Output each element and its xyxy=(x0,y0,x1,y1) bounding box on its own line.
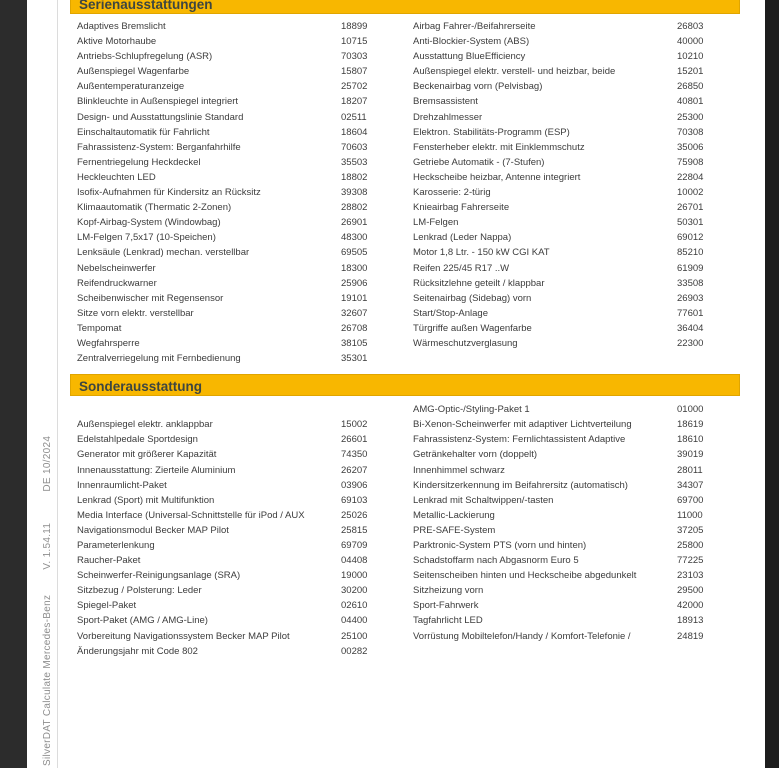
equipment-row xyxy=(413,155,740,170)
equipment-row xyxy=(413,291,740,306)
equipment-label: Scheinwerfer-Reinigungsanlage (SRA) xyxy=(77,570,241,582)
equipment-code: 25100 xyxy=(341,630,368,642)
equipment-columns xyxy=(70,402,740,659)
section-title: Serienausstattungen xyxy=(79,0,213,12)
equipment-label: LM-Felgen 7,5x17 (10-Speichen) xyxy=(77,232,216,244)
equipment-code: 38105 xyxy=(341,337,368,349)
equipment-code: 26207 xyxy=(341,464,368,476)
equipment-code: 70303 xyxy=(341,51,368,63)
equipment-code xyxy=(341,402,404,417)
equipment-row xyxy=(77,583,404,598)
equipment-label: Rücksitzlehne geteilt / klappbar xyxy=(413,277,545,289)
equipment-code: 24819 xyxy=(677,630,704,642)
equipment-label: Außenspiegel Wagenfarbe xyxy=(77,66,190,78)
equipment-label: Parameterlenkung xyxy=(77,540,155,551)
equipment-label: Innenraumlicht-Paket xyxy=(77,479,167,491)
equipment-label: Wegfahrsperre xyxy=(77,337,140,349)
equipment-code: 26701 xyxy=(677,202,704,214)
equipment-row xyxy=(77,110,404,125)
equipment-row xyxy=(413,110,740,125)
equipment-label: Karosserie: 2-türig xyxy=(413,187,491,199)
equipment-label: Seitenairbag (Sidebag) vorn xyxy=(413,292,532,304)
equipment-code: 25300 xyxy=(677,111,704,123)
equipment-label: Antriebs-Schlupfregelung (ASR) xyxy=(77,51,213,63)
equipment-label: Schadstoffarm nach Abgasnorm Euro 5 xyxy=(413,555,579,567)
equipment-label: Klimaautomatik (Thermatic 2-Zonen) xyxy=(77,202,232,214)
app-version-label: V. 1.54.11 xyxy=(42,522,53,570)
equipment-code: 35503 xyxy=(341,156,368,168)
equipment-row xyxy=(413,94,740,109)
section-header-bar xyxy=(70,374,740,396)
equipment-label: Einschaltautomatik für Fahrlicht xyxy=(77,126,210,138)
section-title: Sonderausstattung xyxy=(79,379,203,395)
equipment-row xyxy=(77,478,404,493)
equipment-row xyxy=(413,19,740,34)
equipment-section xyxy=(70,374,740,659)
equipment-row xyxy=(77,508,404,523)
equipment-code: 00282 xyxy=(341,645,368,657)
equipment-row xyxy=(413,402,740,417)
equipment-code: 19000 xyxy=(341,570,368,582)
equipment-row xyxy=(77,140,404,155)
equipment-code: 04400 xyxy=(341,615,368,627)
equipment-label: Navigationsmodul Becker MAP Pilot xyxy=(77,524,229,536)
equipment-label: Kindersitzerkennung im Beifahrersitz (automatisch) xyxy=(413,479,628,491)
equipment-label: Reifen 225/45 R17 ..W xyxy=(413,262,510,274)
equipment-code: 28802 xyxy=(341,202,368,214)
equipment-label: Design- und Ausstattungslinie Standard xyxy=(77,111,244,123)
equipment-code: 26901 xyxy=(341,217,368,229)
equipment-code: 48300 xyxy=(341,232,368,244)
equipment-row xyxy=(77,230,404,245)
equipment-row xyxy=(413,538,740,553)
equipment-code: 77225 xyxy=(677,555,704,567)
equipment-label: Außenspiegel elektr. verstell- und heizbar, beide xyxy=(413,66,616,78)
equipment-code: 69103 xyxy=(341,494,368,506)
equipment-row xyxy=(413,568,740,583)
equipment-row xyxy=(77,94,404,109)
equipment-label: Raucher-Paket xyxy=(77,555,141,567)
equipment-row xyxy=(77,245,404,260)
equipment-code: 22300 xyxy=(677,337,704,349)
equipment-code: 29500 xyxy=(677,585,704,597)
equipment-row xyxy=(413,306,740,321)
equipment-code: 69709 xyxy=(341,540,368,551)
equipment-label: Sport-Paket (AMG / AMG-Line) xyxy=(77,615,208,627)
app-locale-date-label: DE 10/2024 xyxy=(42,435,53,492)
equipment-label: Nebelscheinwerfer xyxy=(77,262,156,274)
equipment-label: Anti-Blockier-System (ABS) xyxy=(413,36,530,48)
equipment-row xyxy=(413,170,740,185)
equipment-row xyxy=(77,200,404,215)
equipment-row xyxy=(413,185,740,200)
equipment-row xyxy=(77,598,404,613)
equipment-label: Knieairbag Fahrerseite xyxy=(413,202,510,214)
equipment-code: 10210 xyxy=(677,51,704,63)
equipment-code: 18207 xyxy=(341,96,368,108)
equipment-label: Getriebe Automatik - (7-Stufen) xyxy=(413,156,545,168)
equipment-code: 42000 xyxy=(677,600,704,612)
equipment-row xyxy=(77,170,404,185)
equipment-label: Sitze vorn elektr. verstellbar xyxy=(77,307,194,319)
equipment-label: Tempomat xyxy=(77,322,122,334)
equipment-row xyxy=(77,553,404,568)
equipment-code: 37205 xyxy=(677,524,704,536)
equipment-row xyxy=(413,613,740,628)
equipment-code: 18610 xyxy=(677,434,704,446)
equipment-row xyxy=(77,291,404,306)
equipment-label: Vorbereitung Navigationssystem Becker MAP Pilot xyxy=(77,630,290,642)
equipment-code: 69505 xyxy=(341,247,368,259)
equipment-code: 23103 xyxy=(677,570,704,582)
equipment-label: Start/Stop-Anlage xyxy=(413,307,488,319)
equipment-label: Fahrassistenz-System: Berganfahrhilfe xyxy=(77,141,241,153)
equipment-row xyxy=(77,493,404,508)
equipment-code: 18604 xyxy=(341,126,368,138)
equipment-row xyxy=(413,583,740,598)
equipment-code: 85210 xyxy=(677,247,704,259)
equipment-label: Tagfahrlicht LED xyxy=(413,615,483,627)
equipment-label: Bi-Xenon-Scheinwerfer mit adaptiver Lichtverteilung xyxy=(413,419,632,431)
equipment-label: Lenkrad (Leder Nappa) xyxy=(413,232,512,244)
equipment-label: Metallic-Lackierung xyxy=(413,509,495,521)
equipment-row xyxy=(413,478,740,493)
equipment-label: Zentralverriegelung mit Fernbedienung xyxy=(77,353,241,365)
equipment-code: 11000 xyxy=(677,509,703,521)
equipment-label: Lenkrad mit Schaltwippen/-tasten xyxy=(413,494,554,506)
equipment-row xyxy=(77,336,404,351)
equipment-code: 75908 xyxy=(677,156,704,168)
equipment-label: Ausstattung BlueEfficiency xyxy=(413,51,526,63)
equipment-label: Innenhimmel schwarz xyxy=(413,464,505,476)
equipment-code: 34307 xyxy=(677,479,704,491)
equipment-code: 26708 xyxy=(341,322,368,334)
equipment-label: Sitzbezug / Polsterung: Leder xyxy=(77,585,202,597)
equipment-code: 26903 xyxy=(677,292,704,304)
equipment-code: 69012 xyxy=(677,232,704,244)
equipment-code: 15201 xyxy=(677,66,704,78)
document-footer-vertical-text xyxy=(42,436,53,766)
equipment-code: 70308 xyxy=(677,126,704,138)
equipment-code: 69700 xyxy=(677,494,704,506)
equipment-code: 74350 xyxy=(341,449,368,461)
equipment-row xyxy=(413,508,740,523)
equipment-row xyxy=(77,215,404,230)
equipment-code: 18899 xyxy=(341,21,368,32)
equipment-code: 26850 xyxy=(677,81,704,93)
equipment-row xyxy=(413,276,740,291)
equipment-code: 28011 xyxy=(677,464,703,476)
document-body xyxy=(70,0,740,659)
equipment-column-right xyxy=(413,402,740,659)
equipment-code: 30200 xyxy=(341,585,368,597)
equipment-label: Generator mit größerer Kapazität xyxy=(77,449,217,461)
equipment-row xyxy=(77,321,404,336)
equipment-label: Vorrüstung Mobiltelefon/Handy / Komfort-Telefonie / xyxy=(413,630,631,642)
equipment-row xyxy=(413,215,740,230)
equipment-code: 04408 xyxy=(341,555,368,567)
equipment-row xyxy=(77,463,404,478)
equipment-code: 15002 xyxy=(341,419,368,431)
equipment-label: Sport-Fahrwerk xyxy=(413,600,479,612)
equipment-row xyxy=(413,261,740,276)
equipment-row xyxy=(413,64,740,79)
equipment-code: 22804 xyxy=(677,171,704,183)
equipment-label: Innenausstattung: Zierteile Aluminium xyxy=(77,464,236,476)
equipment-label: Fahrassistenz-System: Fernlichtassistent Adaptive xyxy=(413,434,626,446)
equipment-label: Reifendruckwarner xyxy=(77,277,157,289)
equipment-row xyxy=(413,336,740,351)
equipment-code: 61909 xyxy=(677,262,704,274)
equipment-column-left xyxy=(77,19,404,366)
equipment-code: 25800 xyxy=(677,540,704,551)
equipment-code: 25702 xyxy=(341,81,368,93)
viewer-background-left xyxy=(0,0,27,768)
equipment-label: Airbag Fahrer-/Beifahrerseite xyxy=(413,21,536,32)
equipment-row xyxy=(413,140,740,155)
equipment-code: 18802 xyxy=(341,171,368,183)
equipment-label: LM-Felgen xyxy=(413,217,459,229)
equipment-row xyxy=(413,493,740,508)
equipment-row xyxy=(77,447,404,462)
equipment-label: Isofix-Aufnahmen für Kindersitz an Rücksitz xyxy=(77,187,261,199)
equipment-row xyxy=(413,34,740,49)
equipment-code: 25026 xyxy=(341,509,368,521)
equipment-row xyxy=(77,125,404,140)
equipment-label: Blinkleuchte in Außenspiegel integriert xyxy=(77,96,239,108)
equipment-label: Türgriffe außen Wagenfarbe xyxy=(413,322,532,334)
equipment-code: 40000 xyxy=(677,36,704,48)
equipment-label: Sitzheizung vorn xyxy=(413,585,484,597)
equipment-row xyxy=(413,463,740,478)
equipment-code: 18619 xyxy=(677,419,704,431)
equipment-label: Elektron. Stabilitäts-Programm (ESP) xyxy=(413,126,570,138)
equipment-label: Fensterheber elektr. mit Einklemmschutz xyxy=(413,141,585,153)
equipment-label: Aktive Motorhaube xyxy=(77,36,157,48)
equipment-label: Beckenairbag vorn (Pelvisbag) xyxy=(413,81,543,93)
equipment-label: Seitenscheiben hinten und Heckscheibe abgedunkelt xyxy=(413,570,637,582)
equipment-row xyxy=(413,447,740,462)
equipment-row xyxy=(77,629,404,644)
equipment-label: Edelstahlpedale Sportdesign xyxy=(77,434,198,446)
equipment-code: 35301 xyxy=(341,353,368,365)
equipment-code: 25906 xyxy=(341,277,368,289)
equipment-column-right xyxy=(413,19,740,366)
equipment-row xyxy=(77,644,404,659)
equipment-row xyxy=(77,79,404,94)
equipment-row xyxy=(413,432,740,447)
equipment-label: Wärmeschutzverglasung xyxy=(413,337,518,349)
equipment-code: 36404 xyxy=(677,322,704,334)
equipment-row xyxy=(413,321,740,336)
equipment-code: 39308 xyxy=(341,187,368,199)
equipment-label: Motor 1,8 Ltr. - 150 kW CGI KAT xyxy=(413,247,550,259)
equipment-row xyxy=(77,185,404,200)
equipment-columns xyxy=(70,19,740,366)
equipment-label: Außenspiegel elektr. anklappbar xyxy=(77,419,213,431)
margin-divider-line xyxy=(57,0,58,768)
section-header-bar xyxy=(70,0,740,14)
equipment-row xyxy=(413,245,740,260)
equipment-row xyxy=(77,155,404,170)
equipment-code: 26803 xyxy=(677,21,704,32)
equipment-label: Scheibenwischer mit Regensensor xyxy=(77,292,224,304)
equipment-code: 39019 xyxy=(677,449,704,461)
equipment-code: 02610 xyxy=(341,600,368,612)
equipment-code: 26601 xyxy=(341,434,368,446)
equipment-label xyxy=(77,402,341,417)
equipment-row xyxy=(413,49,740,64)
equipment-row xyxy=(413,79,740,94)
equipment-row xyxy=(77,523,404,538)
equipment-code: 10002 xyxy=(677,187,704,199)
equipment-row xyxy=(77,613,404,628)
equipment-row xyxy=(413,125,740,140)
equipment-row xyxy=(77,34,404,49)
equipment-row xyxy=(413,200,740,215)
equipment-code: 25815 xyxy=(341,524,368,536)
equipment-row xyxy=(413,523,740,538)
equipment-code: 77601 xyxy=(677,307,704,319)
equipment-row xyxy=(77,64,404,79)
equipment-row xyxy=(77,19,404,34)
equipment-code: 03906 xyxy=(341,479,368,491)
equipment-row xyxy=(77,276,404,291)
equipment-code: 10715 xyxy=(341,36,368,48)
equipment-row xyxy=(77,432,404,447)
equipment-code: 40801 xyxy=(677,96,704,108)
equipment-column-left xyxy=(77,402,404,659)
equipment-row xyxy=(77,49,404,64)
equipment-row xyxy=(77,417,404,432)
equipment-label: Kopf-Airbag-System (Windowbag) xyxy=(77,217,221,229)
equipment-row xyxy=(77,568,404,583)
equipment-code: 33508 xyxy=(677,277,704,289)
equipment-row xyxy=(413,598,740,613)
equipment-code: 15807 xyxy=(341,66,368,78)
equipment-label: AMG-Optic-/Styling-Paket 1 xyxy=(413,404,530,416)
equipment-row xyxy=(77,261,404,276)
equipment-label: Lenkrad (Sport) mit Multifunktion xyxy=(77,494,215,506)
equipment-row xyxy=(413,553,740,568)
app-name-label: SilverDAT Calculate Mercedes-Benz xyxy=(42,594,53,766)
equipment-row xyxy=(77,351,404,366)
equipment-label: Lenksäule (Lenkrad) mechan. verstellbar xyxy=(77,247,250,259)
equipment-label: Fernentriegelung Heckdeckel xyxy=(77,156,201,168)
equipment-row xyxy=(413,629,740,644)
equipment-code: 02511 xyxy=(341,111,367,123)
equipment-code: 18300 xyxy=(341,262,368,274)
equipment-label: Getränkehalter vorn (doppelt) xyxy=(413,449,538,461)
equipment-code: 70603 xyxy=(341,141,368,153)
equipment-label: Bremsassistent xyxy=(413,96,478,108)
equipment-row xyxy=(77,402,404,417)
equipment-label: Drehzahlmesser xyxy=(413,111,483,123)
equipment-code: 35006 xyxy=(677,141,704,153)
document-page xyxy=(27,0,765,768)
equipment-label: Adaptives Bremslicht xyxy=(77,21,166,32)
equipment-label: Heckscheibe heizbar, Antenne integriert xyxy=(413,171,581,183)
equipment-label: Spiegel-Paket xyxy=(77,600,137,612)
equipment-label: Heckleuchten LED xyxy=(77,171,156,183)
equipment-row xyxy=(413,230,740,245)
equipment-row xyxy=(77,306,404,321)
equipment-code: 50301 xyxy=(677,217,704,229)
equipment-code: 01000 xyxy=(677,404,704,416)
equipment-label: Änderungsjahr mit Code 802 xyxy=(77,645,198,657)
equipment-row xyxy=(77,538,404,553)
equipment-code: 19101 xyxy=(341,292,368,304)
equipment-label: Außentemperaturanzeige xyxy=(77,81,185,93)
equipment-code: 32607 xyxy=(341,307,368,319)
equipment-section xyxy=(70,0,740,366)
equipment-row xyxy=(413,417,740,432)
equipment-code: 18913 xyxy=(677,615,704,627)
equipment-label: Parktronic-System PTS (vorn und hinten) xyxy=(413,540,587,551)
equipment-label: Media Interface (Universal-Schnittstelle für iPod / AUX xyxy=(77,509,305,521)
equipment-label: PRE-SAFE-System xyxy=(413,524,496,536)
